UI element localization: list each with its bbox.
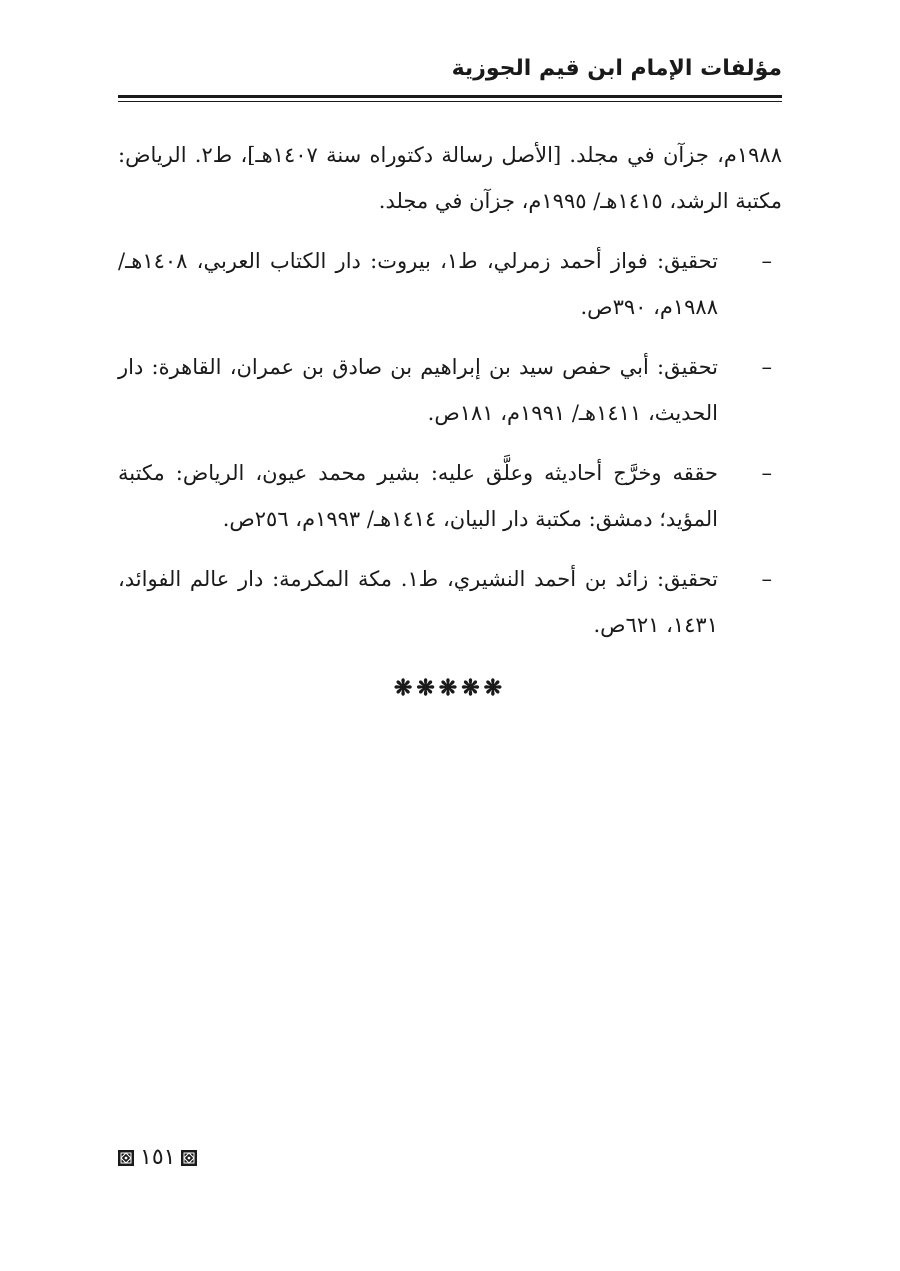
running-header-title: مؤلفات الإمام ابن قيم الجوزية bbox=[451, 56, 782, 81]
edition-entry-text: حققه وخرَّج أحاديثه وعلَّق عليه: بشير محمد عيون، الرياض: مكتبة المؤيد؛ دمشق: مكتبة دار البيان، ١٤١٤هـ/ ١٩٩٣م، ٢٥٦ص. bbox=[118, 461, 718, 531]
ornament-icon bbox=[118, 1150, 134, 1166]
edition-entry bbox=[118, 450, 782, 542]
list-dash: – bbox=[761, 461, 772, 485]
edition-entry-text: تحقيق: فواز أحمد زمرلي، ط١، بيروت: دار الكتاب العربي، ١٤٠٨هـ/ ١٩٨٨م، ٣٩٠ص. bbox=[118, 249, 718, 319]
edition-entry bbox=[118, 344, 782, 436]
page-number: ١٥١ bbox=[140, 1145, 176, 1170]
list-dash: – bbox=[761, 249, 772, 273]
edition-entry-text: تحقيق: زائد بن أحمد النشيري، ط١. مكة المكرمة: دار عالم الفوائد، ١٤٣١، ٦٢١ص. bbox=[118, 567, 718, 637]
edition-entry bbox=[118, 238, 782, 330]
continuation-paragraph: ١٩٨٨م، جزآن في مجلد. [الأصل رسالة دكتوراه سنة ١٤٠٧هـ]، ط٢. الرياض: مكتبة الرشد، ١٤١٥هـ/ ١٩٩٥م، جزآن في مجلد. bbox=[118, 143, 782, 213]
edition-entry bbox=[118, 556, 782, 648]
section-separator-asterisks: ❋❋❋❋❋ bbox=[393, 675, 507, 701]
edition-entry-text: تحقيق: أبي حفص سيد بن إبراهيم بن صادق بن عمران، القاهرة: دار الحديث، ١٤١١هـ/ ١٩٩١م، ١٨١ص. bbox=[118, 355, 718, 425]
ornament-icon bbox=[181, 1150, 197, 1166]
header-rule-thin bbox=[118, 101, 782, 102]
header-rule-thick bbox=[118, 95, 782, 98]
page-footer bbox=[118, 1145, 197, 1171]
list-dash: – bbox=[761, 355, 772, 379]
page-body bbox=[118, 132, 782, 662]
list-dash: – bbox=[761, 567, 772, 591]
